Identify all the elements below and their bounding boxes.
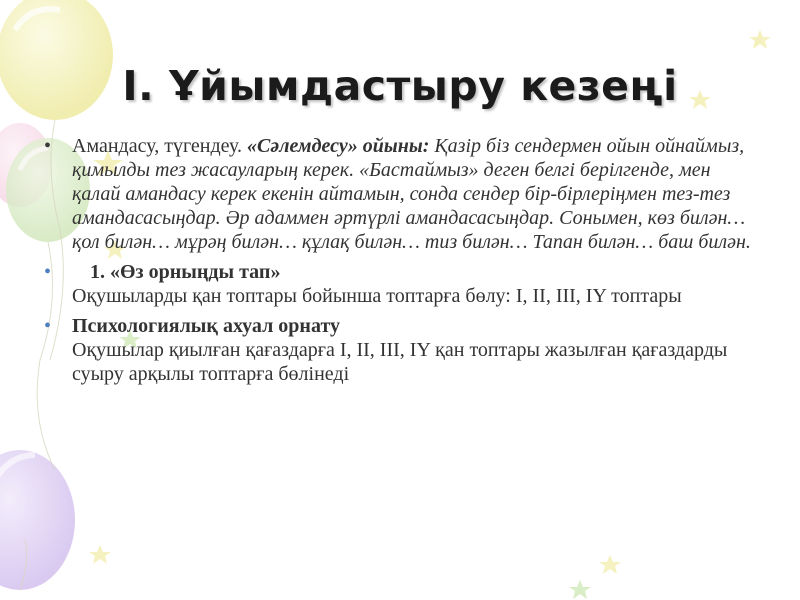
game-name: «Сәлемдесу» ойыны:: [247, 135, 430, 157]
bullet-heading: 1. «Өз орныңды тап»: [90, 261, 281, 283]
bullet-body-text: Оқушыларды қан топтары бойынша топтарға бөлу: I, II, III, IY топтары: [72, 285, 682, 307]
bullet-lead-text: Амандасу, түгендеу.: [72, 135, 248, 157]
bullet-body-text: Қазір біз сендермен ойын ойнаймыз, қимылды тез жасауларың керек. «Бастаймыз» деген белгі берілгенде, мен қалай амандасу керек екенін айтамын, сонда сендер бір-бірлеріңмен тез-тез амандасасыңдар. Әр адаммен әртүрлі амандасасыңдар. Сонымен, көз билән… қол билән… мұрәң билән… құлақ билән… тиз билән… Тапан билән… баш билән.: [72, 135, 751, 253]
bullet-marker: •: [44, 135, 52, 157]
bullet-body-text: Оқушылар қиылған қағаздарға I, II, III, IY қан топтары жазылған қағаздарды суыру арқылы топтарға бөлінеді: [72, 339, 728, 385]
bullet-marker: •: [44, 315, 52, 337]
bullet-heading: Психологиялық ахуал орнату: [72, 315, 340, 337]
bullet-item-greeting: [40, 134, 760, 254]
bullet-list: [40, 134, 760, 392]
lavender-balloon: [0, 450, 75, 590]
bullet-item-psychology: [40, 314, 760, 386]
bullet-item-find-place: [40, 260, 760, 308]
slide-title: I. Ұйымдастыру кезеңі: [122, 62, 678, 110]
bullet-marker: •: [44, 261, 52, 283]
